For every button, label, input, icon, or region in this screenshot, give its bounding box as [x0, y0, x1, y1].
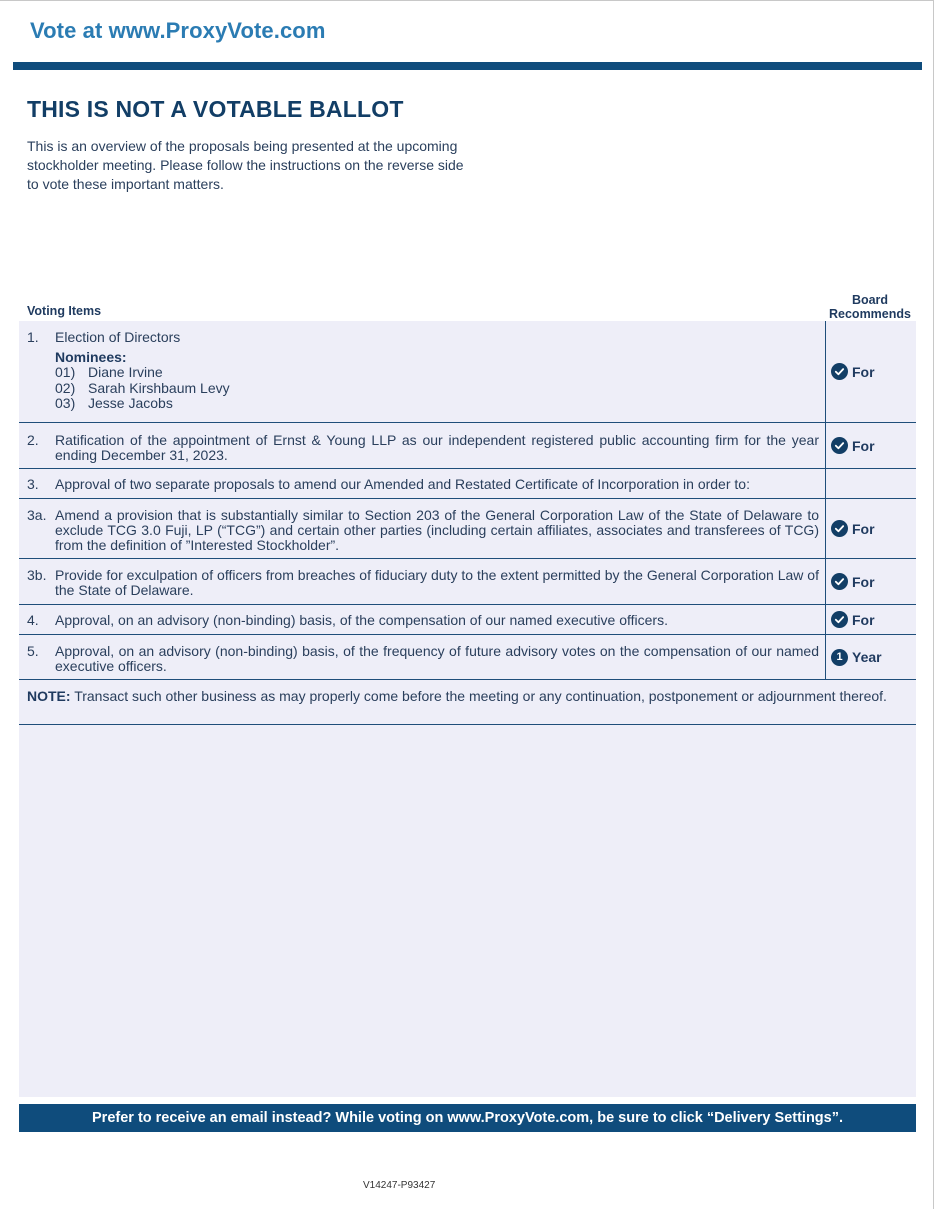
proposal-number: 3. — [27, 476, 39, 492]
board-recommendation — [825, 423, 916, 468]
proposal-description — [55, 330, 819, 412]
proposal-row-3b — [19, 559, 916, 605]
proposal-item — [19, 635, 825, 679]
note-text: Transact such other business as may properly come before the meeting or any continuation, postponement or adjournment thereof. — [74, 688, 887, 704]
nominee-number: 02) — [55, 379, 76, 396]
proposal-row-5 — [19, 635, 916, 680]
proposal-number: 3a. — [27, 507, 47, 523]
voting-items-header: Voting Items — [27, 304, 102, 318]
board-recommends-line2: Recommends — [829, 307, 911, 321]
note-item — [19, 680, 916, 724]
number-one-circle-icon: 1 — [831, 649, 848, 666]
nominee-name: Sarah Kirshbaum Levy — [88, 379, 230, 396]
nominee-number: 01) — [55, 364, 76, 380]
board-recommendation — [825, 635, 916, 679]
proposal-number: 1. — [27, 329, 39, 345]
note-text-block — [27, 689, 910, 704]
proposal-item — [19, 423, 825, 468]
proposal-item — [19, 321, 825, 422]
nominee-item — [55, 381, 819, 397]
board-recommends-line1: Board — [851, 293, 889, 307]
recommendation-label: For — [852, 437, 875, 454]
document-code: V14247-P93427 — [363, 1180, 436, 1191]
proposal-row-3 — [19, 469, 916, 499]
proposal-item — [19, 499, 825, 558]
check-circle-icon — [831, 363, 848, 380]
recommendation-label: For — [852, 573, 875, 590]
proposal-row-3a — [19, 499, 916, 559]
proposal-number: 3b. — [27, 567, 47, 583]
check-circle-icon — [831, 437, 848, 454]
proposal-item — [19, 605, 825, 634]
proposal-item — [19, 469, 825, 498]
proposal-row-2 — [19, 423, 916, 469]
recommendation-label: For — [852, 611, 875, 628]
note-label: NOTE: — [27, 688, 71, 704]
nominee-item — [55, 365, 819, 381]
proposals-table — [19, 321, 916, 725]
board-recommendation — [825, 605, 916, 634]
check-circle-icon — [831, 520, 848, 537]
email-delivery-bar: Prefer to receive an email instead? While voting on www.ProxyVote.com, be sure to click “Delivery Settings”. — [19, 1104, 916, 1132]
proposal-row-4 — [19, 605, 916, 635]
note-row — [19, 680, 916, 725]
proposal-text: Ratification of the appointment of Ernst & Young LLP as our independent registered public accounting firm for the year ending December 31, 2023. — [55, 432, 819, 463]
proposal-text: Approval, on an advisory (non-binding) basis, of the compensation of our named executive officers. — [55, 612, 668, 628]
board-recommends-header — [823, 293, 917, 321]
nominees-label: Nominees: — [55, 349, 127, 365]
proposal-row-1 — [19, 321, 916, 423]
page-title: THIS IS NOT A VOTABLE BALLOT — [27, 96, 404, 122]
header-rule — [13, 62, 922, 70]
check-circle-icon — [831, 573, 848, 590]
check-circle-icon — [831, 611, 848, 628]
recommendation-label: For — [852, 363, 875, 380]
proposal-text: Election of Directors — [55, 329, 181, 345]
proposal-text: Provide for exculpation of officers from breaches of fiduciary duty to the extent permitted by the General Corporation Law of the State of Delaware. — [55, 567, 819, 598]
vote-at-header: Vote at www.ProxyVote.com — [30, 18, 326, 43]
proposal-text: Amend a provision that is substantially similar to Section 203 of the General Corporation Law of the State of Delaware to exclude TCG 3.0 Fuji, LP (“TCG”) and certain other parties (including certain affiliates, associates and transferees of TCG) from the definition of ”Interested Stockholder”. — [55, 507, 819, 553]
nominee-name: Diane Irvine — [88, 364, 163, 380]
intro-text: This is an overview of the proposals being presented at the upcoming stockholder meeting. Please follow the instructions on the reverse side to vote these important matters. — [27, 138, 464, 192]
recommendation-label: Year — [852, 649, 882, 665]
board-recommendation — [825, 559, 916, 604]
proposal-number: 5. — [27, 643, 39, 659]
proposal-number: 4. — [27, 612, 39, 628]
proposal-text: Approval of two separate proposals to amend our Amended and Restated Certificate of Incorporation in order to: — [55, 476, 750, 492]
nominee-name: Jesse Jacobs — [88, 395, 173, 411]
nominee-item — [55, 396, 819, 412]
proposal-number: 2. — [27, 432, 39, 448]
proposal-item — [19, 559, 825, 604]
recommendation-label: For — [852, 520, 875, 537]
nominee-number: 03) — [55, 395, 76, 411]
board-recommendation — [825, 499, 916, 558]
proposal-text: Approval, on an advisory (non-binding) basis, of the frequency of future advisory votes on the compensation of our named executive officers. — [55, 643, 819, 674]
board-recommendation-empty — [825, 469, 916, 498]
board-recommendation — [825, 321, 916, 422]
